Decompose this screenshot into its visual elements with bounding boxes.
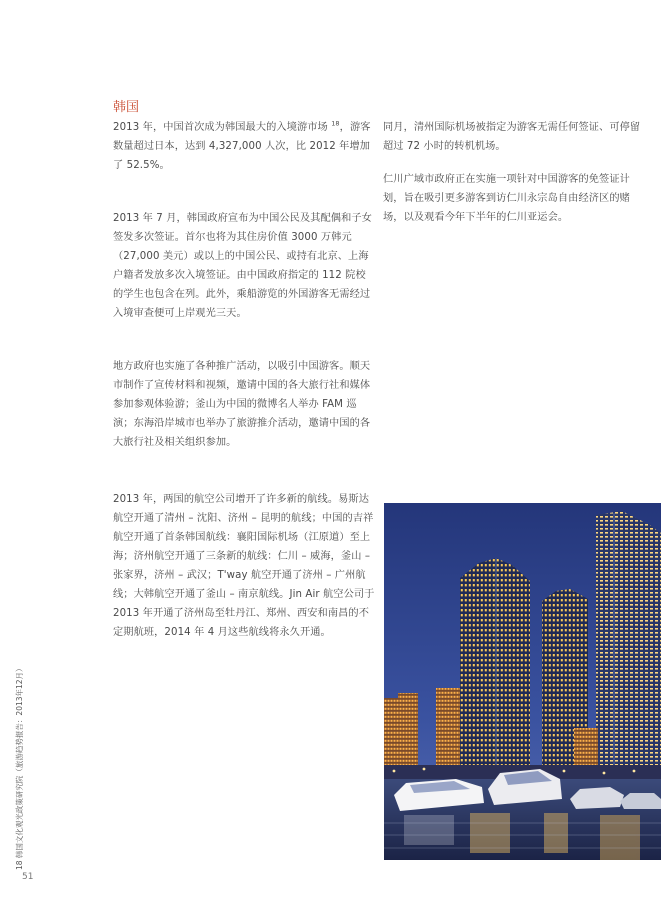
paragraph-market-tail: ，游客数量超过日本，达到 4,327,000 人次，比 2012 年增加了 52.5%。 — [113, 122, 371, 171]
paragraph-airlines: 2013 年，两国的航空公司增开了许多新的航线。易斯达航空开通了清州 – 沈阳、济州 – 昆明的航线；中国的吉祥航空开通了首条韩国航线：襄阳国际机场（江原道）至上海；济州航空开通了三条新的航线：仁川 – 威海，釜山 – 张家界，济州 – 武汉；T'way 航空开通了济州 – 广州航线；大韩航空开通了釜山 – 南京航线。Jin Air 航空公司于 2013 年开通了济州岛至牡丹江、郑州、西安和南昌的不定期航班，2014 年 4 月这些航线将永久开通。 — [113, 494, 375, 638]
footnote-ref: 18 — [331, 119, 340, 128]
page-number: 51 — [22, 872, 34, 882]
paragraph-transit-airport: 同月，清州国际机场被指定为游客无需任何签证、可停留超过 72 小时的转机机场。 — [383, 122, 641, 152]
paragraph-incheon: 仁川广域市政府正在实施一项针对中国游客的免签证计划，旨在吸引更多游客到访仁川永宗岛自由经济区的赌场，以及观看今年下半年的仁川亚运会。 — [383, 174, 630, 223]
section-heading: 韩国 — [113, 100, 140, 115]
footnote: 18 韩国文化观光政策研究院（旅游趋势报告：2013年12月） — [15, 664, 24, 870]
paragraph-market — [113, 118, 375, 175]
paragraph-visa: 2013 年 7 月，韩国政府宣布为中国公民及其配偶和子女签发多次签证。首尔也将为其住房价值 3000 万韩元（27,000 美元）或以上的中国公民、或持有北京、上海户籍者发放多次入境签证。由中国政府指定的 112 院校的学生也包含在列。此外，乘船游览的外国游客无需经过入境审查便可上岸观光三天。 — [113, 213, 372, 319]
paragraph-promotion: 地方政府也实施了各种推广活动，以吸引中国游客。顺天市制作了宣传材料和视频，邀请中国的各大旅行社和媒体参加参观体验游；釜山为中国的微博名人举办 FAM 巡演；东海沿岸城市也举办了旅游推介活动，邀请中国的各大旅行社及相关组织参加。 — [113, 361, 371, 448]
paragraph-market-text: 2013 年，中国首次成为韩国最大的入境游市场 — [113, 122, 328, 133]
marina-skyline-photo — [384, 503, 661, 860]
